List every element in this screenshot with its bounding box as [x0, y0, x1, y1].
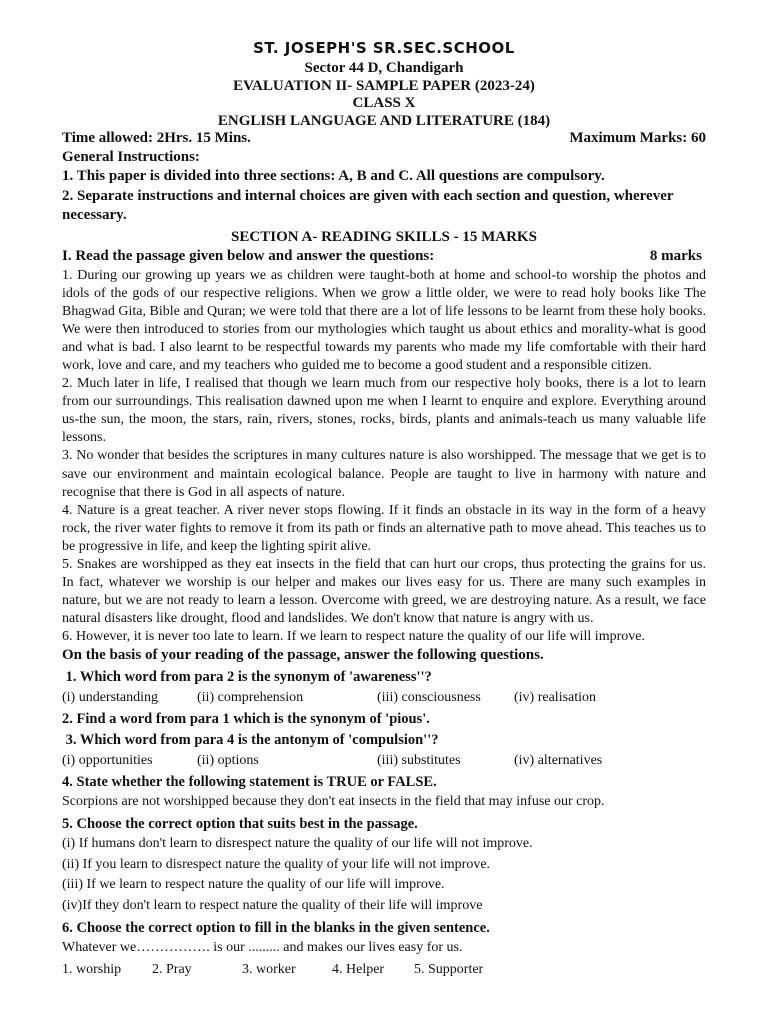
section-a-title: SECTION A- READING SKILLS - 15 MARKS	[231, 228, 537, 245]
option: 5. Supporter	[414, 961, 484, 977]
question-2: 2. Find a word from para 1 which is the synonym of 'pious'.	[62, 710, 430, 727]
question-1: 1. Which word from para 2 is the synonym of 'awareness''?	[62, 668, 432, 685]
question-1-heading	[62, 247, 706, 267]
option: (i) understanding	[62, 689, 159, 705]
instruction-item: 2. Separate instructions and internal choices are given with each section and question, wherever necessary.	[62, 187, 674, 223]
subject-title: ENGLISH LANGUAGE AND LITERATURE (184)	[217, 112, 551, 129]
question-1-options	[62, 688, 706, 708]
question-6-sentence: Whatever we……………. is our ......... and makes our lives easy for us.	[62, 939, 463, 955]
question-paper-page	[62, 38, 706, 981]
time-allowed: Time allowed: 2Hrs. 15 Mins.	[62, 130, 251, 146]
questions-intro: On the basis of your reading of the passage, answer the following questions.	[62, 647, 544, 664]
instruction-item: 1. This paper is divided into three sections: A, B and C. All questions are compulsory.	[62, 168, 605, 184]
option: 2. Pray	[152, 961, 192, 977]
option: (ii) options	[197, 752, 259, 768]
question-6-options	[62, 960, 706, 980]
option: (i) opportunities	[62, 752, 153, 768]
question-4-statement: Scorpions are not worshipped because they don't eat insects in the field that may infuse our crop.	[62, 793, 605, 809]
option: (iii) consciousness	[377, 689, 481, 705]
question-3-options	[62, 751, 706, 771]
school-address: Sector 44 D, Chandigarh	[304, 60, 464, 76]
option: (iv) alternatives	[514, 752, 603, 768]
question-5: 5. Choose the correct option that suits best in the passage.	[62, 815, 418, 832]
question-6: 6. Choose the correct option to fill in the blanks in the given sentence.	[62, 919, 490, 936]
question-5-option: (iii) If we learn to respect nature the quality of our life will improve.	[62, 877, 445, 893]
class-label: CLASS X	[352, 95, 416, 111]
passage-paragraph: 1. During our growing up years we as children were taught-both at home and school-to worship the photos and idols of the gods of our respective religions. When we grow a little older, we were to read holy books like The Bhagwad Gita, Bible and Quran; we were told that there are a lot of life lessons to be learnt from these holy books. We were then introduced to stories from our mythologies which taught us about ethics and morality-what is good and what is bad. I also learnt to be respectful towards my parents who made my life comfortable with their hard work, love and care, and my teachers who guided me to become a good student and a responsible citizen.	[62, 267, 706, 373]
option: 1. worship	[62, 961, 122, 977]
option: (iv) realisation	[514, 689, 597, 705]
school-name: ST. JOSEPH'S SR.SEC.SCHOOL	[253, 39, 515, 57]
option: 4. Helper	[332, 961, 385, 977]
question-5-option: (iv)If they don't learn to respect nature the quality of their life will improve	[62, 898, 483, 914]
passage-paragraph: 2. Much later in life, I realised that though we learn much from our respective holy books, there is a lot to learn from our surroundings. This realisation dawned upon me when I learnt to enquire and explore. Everything around us-the sun, the moon, the stars, rain, rivers, stones, rocks, birds, plants and animals-teach us many valuable life lessons.	[62, 376, 706, 446]
option: (ii) comprehension	[197, 689, 304, 705]
question-instruction: I. Read the passage given below and answer the questions:	[62, 248, 435, 264]
passage-paragraph: 6. However, it is never too late to learn. If we learn to respect nature the quality of our life will improve.	[62, 629, 645, 645]
question-5-option: (i) If humans don't learn to disrespect nature the quality of our life will not improve.	[62, 835, 533, 851]
time-marks-row	[62, 130, 706, 148]
exam-title: EVALUATION II- SAMPLE PAPER (2023-24)	[233, 77, 535, 94]
passage-paragraph: 4. Nature is a great teacher. A river never stops flowing. If it finds an obstacle in its way in the form of a heavy rock, the river water fights to remove it from its path or finds an alternative path to move ahead. This teaches us to be progressive in life, and keep the lighting spirit alive.	[62, 502, 706, 554]
question-4: 4. State whether the following statement is TRUE or FALSE.	[62, 773, 437, 790]
option: 3. worker	[242, 961, 296, 977]
question-marks: 8 marks	[649, 248, 702, 264]
passage-paragraph: 5. Snakes are worshipped as they eat insects in the field that can hurt our crops, thus protecting the grains for us. In fact, whatever we worship is our helper and makes our lives easy for us. There are many such examples in nature, but we are not ready to learn a lesson. Overcome with greed, we are destroying nature. As a result, we face natural disasters like drought, flood and landslides. We don't know that nature is angry with us.	[62, 557, 706, 627]
question-3: 3. Which word from para 4 is the antonym of 'compulsion''?	[62, 731, 439, 748]
option: (iii) substitutes	[377, 752, 461, 768]
passage-paragraph: 3. No wonder that besides the scriptures in many cultures nature is also worshipped. The message that we get is to save our environment and maintain ecological balance. People are taught to live in harmony with nature and recognise that there is God in all aspects of nature.	[62, 448, 706, 500]
instructions-title: General Instructions:	[62, 148, 200, 165]
maximum-marks: Maximum Marks: 60	[569, 130, 706, 146]
question-5-option: (ii) If you learn to disrespect nature the quality of your life will not improve.	[62, 856, 491, 872]
